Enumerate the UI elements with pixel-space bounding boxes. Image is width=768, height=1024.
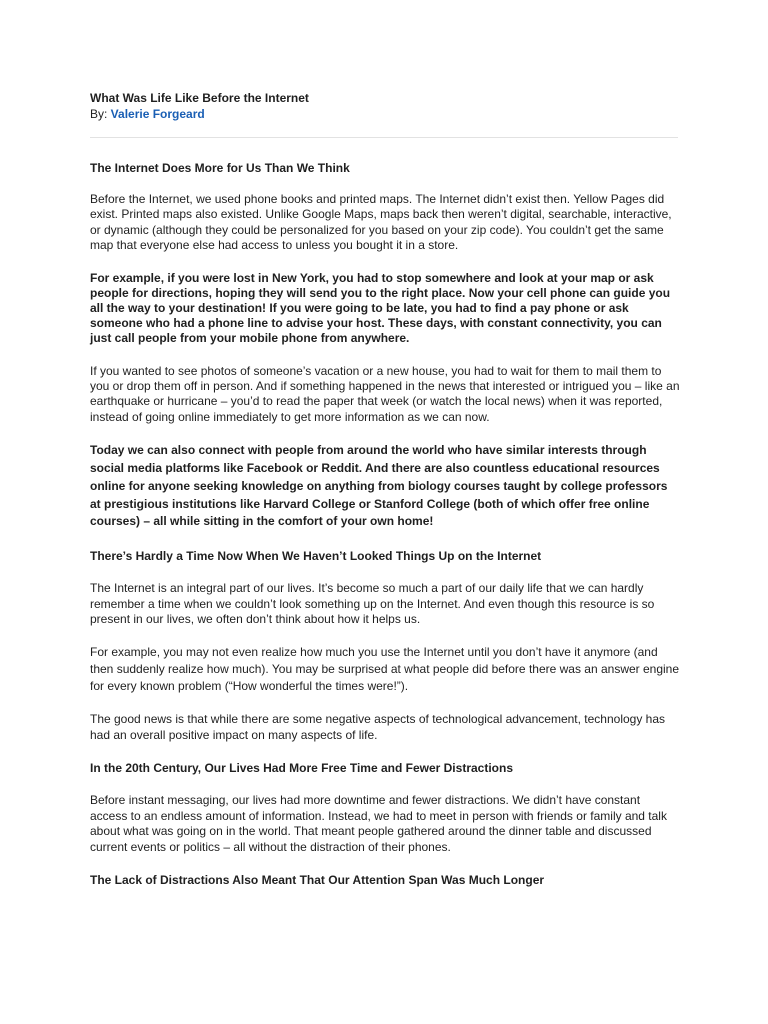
paragraph: The Internet is an integral part of our lives. It’s become so much a part of our daily life that we can hardly remember a time when we couldn’t look something up on the Internet. And even though this resource is so present in our lives, we often don’t think about how it helps us.: [90, 581, 655, 627]
byline: [90, 106, 680, 122]
section-heading: There’s Hardly a Time Now When We Haven’t Looked Things Up on the Internet: [90, 549, 542, 564]
paragraph: The good news is that while there are some negative aspects of technological advancement, technology has had an overall positive impact on many aspects of life.: [90, 712, 666, 742]
page-title: What Was Life Like Before the Internet: [90, 91, 309, 105]
paragraph: If you wanted to see photos of someone’s vacation or a new house, you had to wait for them to mail them to you or drop them off in person. And if something happened in the news that interested or intrigued you – like an earthquake or hurricane – you’d to read the paper that week (or watch the local news) when it was reported, instead of going online immediately to get more information as we can now.: [90, 363, 680, 424]
section-heading: The Lack of Distractions Also Meant That Our Attention Span Was Much Longer: [90, 872, 545, 887]
paragraph: Before the Internet, we used phone books and printed maps. The Internet didn’t exist then. Yellow Pages did exist. Printed maps also existed. Unlike Google Maps, maps back then weren’t digital, searchable, interactive, or dynamic (although they could be personalized for you based on your zip code). You couldn’t get the same map that everyone else had access to unless you bought it in a store.: [90, 192, 672, 253]
paragraph: Today we can also connect with people from around the world who have similar interests through social media platforms like Facebook or Reddit. And there are also countless educational resources online for anyone seeking knowledge on anything from biology courses taught by college professors at prestigious institutions like Harvard College or Stanford College (both of which offer free online courses) – all while sitting in the comfort of your own home!: [90, 443, 668, 529]
section-heading: In the 20th Century, Our Lives Had More Free Time and Fewer Distractions: [90, 761, 513, 776]
divider: [90, 137, 678, 138]
paragraph: For example, if you were lost in New York, you had to stop somewhere and look at your map or ask people for directions, hoping they will send you to the right place. Now your cell phone can guide you all the way to your destination! If you were going to be late, you had to find a pay phone or ask someone who had a phone line to advise your host. These days, with constant connectivity, you can just call people from your mobile phone from anywhere.: [90, 270, 671, 346]
byline-prefix: By:: [90, 107, 111, 121]
paragraph: Before instant messaging, our lives had more downtime and fewer distractions. We didn’t have constant access to an endless amount of information. Instead, we had to meet in person with friends or family and talk about what was going on in the world. That meant people gathered around the dinner table and discussed current events or politics – all without the distraction of their phones.: [90, 793, 667, 854]
document-page: [90, 90, 680, 888]
paragraph: For example, you may not even realize how much you use the Internet until you don’t have it anymore (and then suddenly realize how much). You may be surprised at what people did before there was an answer engine for every known problem (“How wonderful the times were!”).: [90, 645, 680, 694]
section-heading: The Internet Does More for Us Than We Think: [90, 161, 350, 175]
author-link[interactable]: Valerie Forgeard: [110, 107, 205, 121]
